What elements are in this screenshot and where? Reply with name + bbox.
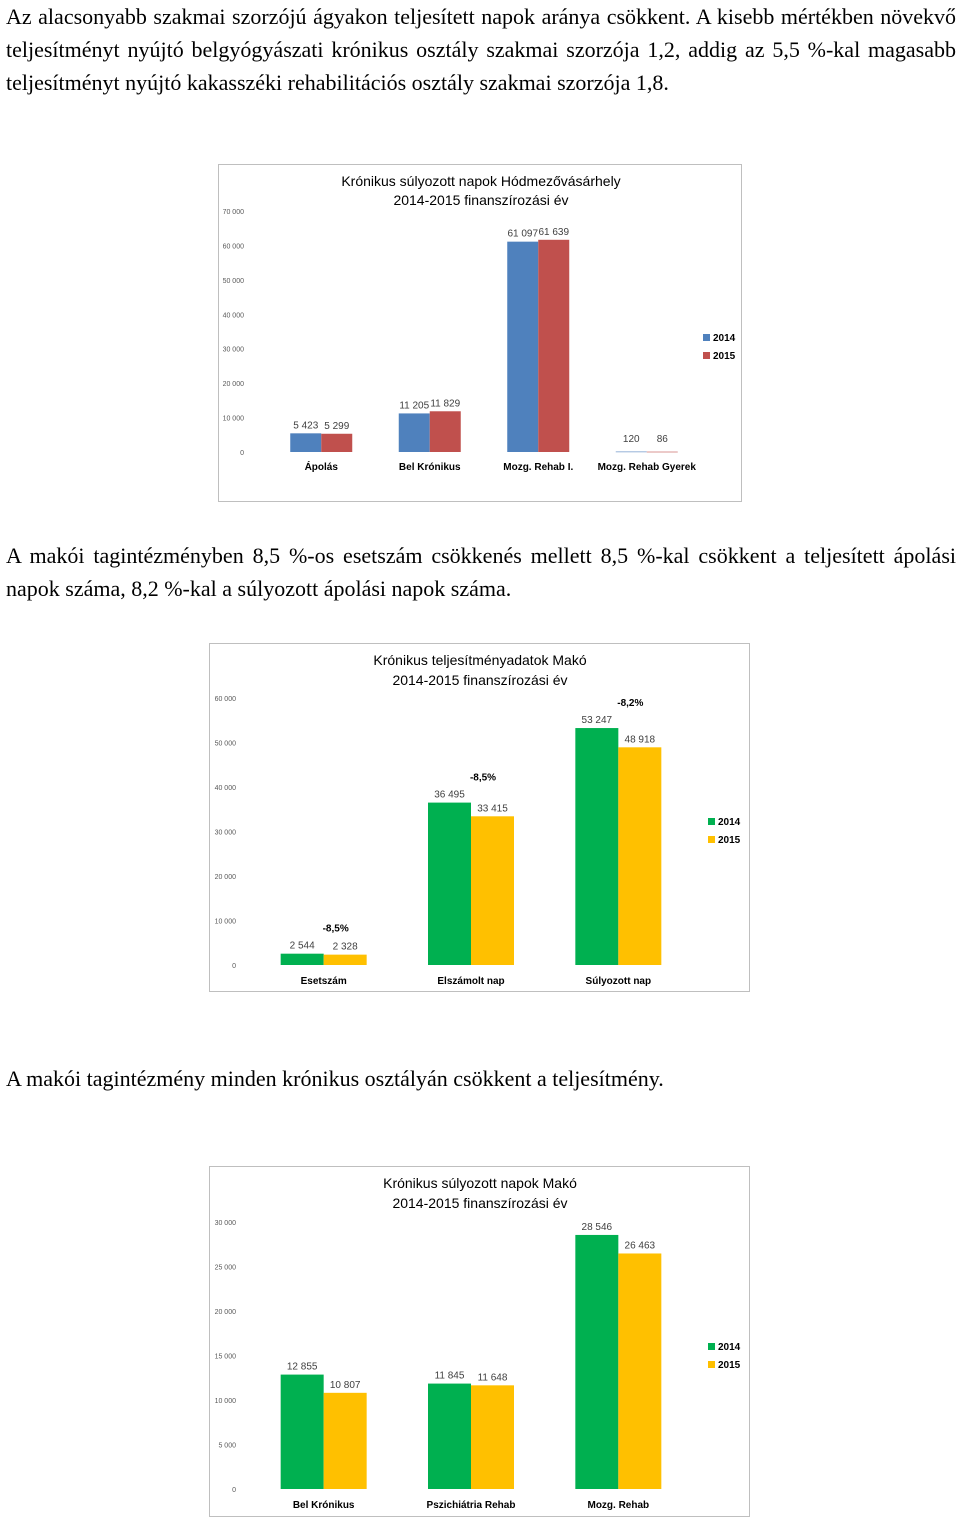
change-annotation: -8,5% [469, 772, 497, 784]
data-label: 33 415 [477, 803, 508, 815]
x-category-label: Esetszám [300, 976, 347, 987]
y-tick-label: 10 000 [214, 1398, 236, 1405]
bar-2015 [430, 411, 461, 452]
data-label: 5 299 [324, 420, 350, 432]
legend-label: 2015 [718, 1360, 741, 1371]
legend-label: 2014 [713, 333, 736, 344]
y-tick-label: 50 000 [222, 277, 244, 285]
bar-2014 [281, 954, 324, 965]
paragraph-1: Az alacsonyabb szakmai szorzójú ágyakon teljesített napok aránya csökkent. A kisebb mértékben növekvő teljesítményt nyújtó belgyógyászati krónikus osztály szakmai szorzója 1,2, addig az 5,5 %-kal magasabb teljesítményt nyújtó kakasszéki rehabilitációs osztály szakmai szorzója 1,8. [6, 4, 956, 95]
bar-2014 [281, 1375, 324, 1489]
y-tick-label: 70 000 [222, 209, 244, 216]
paragraph-2: A makói tagintézményben 8,5 %-os esetszám csökkenés mellett 8,5 %-kal csökkent a teljesített ápolási napok száma, 8,2 %-kal a súlyozott ápolási napok száma. [6, 543, 956, 601]
chart-hodmezovasarhely-svg [219, 165, 741, 501]
x-category-label: Mozg. Rehab I. [503, 462, 574, 473]
bar-2014 [399, 413, 430, 452]
chart-title-line1: Krónikus súlyozott napok Hódmezővásárhely [341, 173, 621, 189]
y-tick-label: 25 000 [214, 1264, 236, 1272]
change-annotation: -8,5% [322, 923, 349, 935]
chart-title-line2: 2014-2015 finanszírozási év [393, 192, 569, 208]
bar-2014 [428, 1384, 471, 1489]
bar-2015 [324, 1393, 367, 1489]
data-label: 53 247 [581, 715, 613, 727]
bar-2015 [618, 1253, 661, 1489]
data-label: 120 [622, 434, 640, 445]
y-tick-label: 10 000 [222, 415, 244, 423]
bar-2014 [616, 452, 647, 453]
chart-title-line2: 2014-2015 finanszírozási év [392, 672, 568, 688]
bar-2015 [538, 240, 569, 452]
data-label: 11 845 [434, 1370, 465, 1382]
x-category-label: Ápolás [304, 462, 338, 473]
y-tick-label: 60 000 [222, 243, 244, 251]
legend-label: 2015 [718, 835, 741, 846]
chart-mako-teljesitmeny-svg [210, 644, 749, 991]
data-label: 36 495 [434, 789, 465, 801]
bar-2015 [321, 434, 352, 452]
bar-2015 [618, 747, 661, 965]
data-label: 11 648 [477, 1372, 508, 1384]
bar-2014 [575, 728, 618, 965]
x-category-label: Pszichiátria Rehab [426, 1500, 516, 1511]
y-tick-label: 0 [240, 450, 244, 457]
data-label: 10 807 [329, 1379, 361, 1391]
legend-swatch-2014 [708, 818, 715, 825]
x-category-label: Bel Krónikus [292, 1500, 355, 1511]
legend-swatch-2014 [708, 1343, 715, 1350]
data-label: 61 639 [538, 226, 570, 238]
data-label: 26 463 [624, 1240, 656, 1252]
chart-title-line1: Krónikus súlyozott napok Makó [383, 1175, 577, 1191]
data-label: 11 829 [430, 398, 461, 410]
chart-mako-teljesitmeny [209, 643, 750, 992]
y-tick-label: 30 000 [214, 1220, 236, 1227]
y-tick-label: 0 [232, 1487, 236, 1494]
legend-swatch-2015 [708, 836, 715, 843]
data-label: 48 918 [624, 734, 656, 746]
data-label: 61 097 [507, 228, 539, 240]
data-label: 2 544 [289, 940, 315, 952]
y-tick-label: 20 000 [214, 1309, 236, 1316]
y-tick-label: 5 000 [218, 1442, 236, 1450]
legend-label: 2015 [713, 351, 736, 362]
chart-mako-sulyozott-svg [210, 1167, 749, 1516]
x-category-label: Mozg. Rehab [587, 1500, 650, 1511]
legend-swatch-2015 [703, 352, 710, 359]
bar-2015 [324, 955, 367, 965]
chart-title-line2: 2014-2015 finanszírozási év [392, 1195, 568, 1211]
paragraph-3: A makói tagintézmény minden krónikus osztályán csökkent a teljesítmény. [6, 1066, 664, 1091]
chart-mako-sulyozott [209, 1166, 750, 1517]
chart-hodmezovasarhely [218, 164, 742, 502]
bar-2014 [290, 433, 321, 452]
y-tick-label: 20 000 [214, 874, 236, 881]
y-tick-label: 40 000 [214, 785, 236, 792]
bar-2015 [471, 816, 514, 965]
bar-2015 [647, 452, 678, 453]
bar-2015 [471, 1385, 514, 1489]
bar-2014 [428, 803, 471, 965]
data-label: 2 328 [332, 941, 358, 953]
x-category-label: Bel Krónikus [398, 462, 461, 473]
y-tick-label: 20 000 [222, 381, 244, 389]
y-tick-label: 10 000 [214, 918, 236, 926]
y-tick-label: 15 000 [214, 1353, 236, 1361]
legend-swatch-2014 [703, 334, 710, 341]
x-category-label: Elszámolt nap [437, 976, 505, 987]
bar-2014 [507, 242, 538, 452]
y-tick-label: 50 000 [214, 740, 236, 748]
data-label: 5 423 [293, 420, 319, 432]
legend-label: 2014 [718, 1342, 741, 1353]
legend-swatch-2015 [708, 1361, 715, 1368]
data-label: 28 546 [581, 1221, 613, 1233]
data-label: 86 [656, 434, 668, 445]
y-tick-label: 60 000 [214, 696, 236, 703]
data-label: 12 855 [286, 1361, 318, 1373]
y-tick-label: 40 000 [222, 312, 244, 320]
change-annotation: -8,2% [617, 698, 644, 710]
data-label: 11 205 [399, 400, 430, 412]
x-category-label: Súlyozott nap [585, 976, 652, 987]
y-tick-label: 30 000 [222, 346, 244, 354]
bar-2014 [575, 1235, 618, 1489]
legend-label: 2014 [718, 817, 741, 828]
y-tick-label: 0 [232, 963, 236, 970]
x-category-label: Mozg. Rehab Gyerek [597, 462, 696, 473]
chart-title-line1: Krónikus teljesítményadatok Makó [373, 652, 587, 668]
y-tick-label: 30 000 [214, 829, 236, 837]
